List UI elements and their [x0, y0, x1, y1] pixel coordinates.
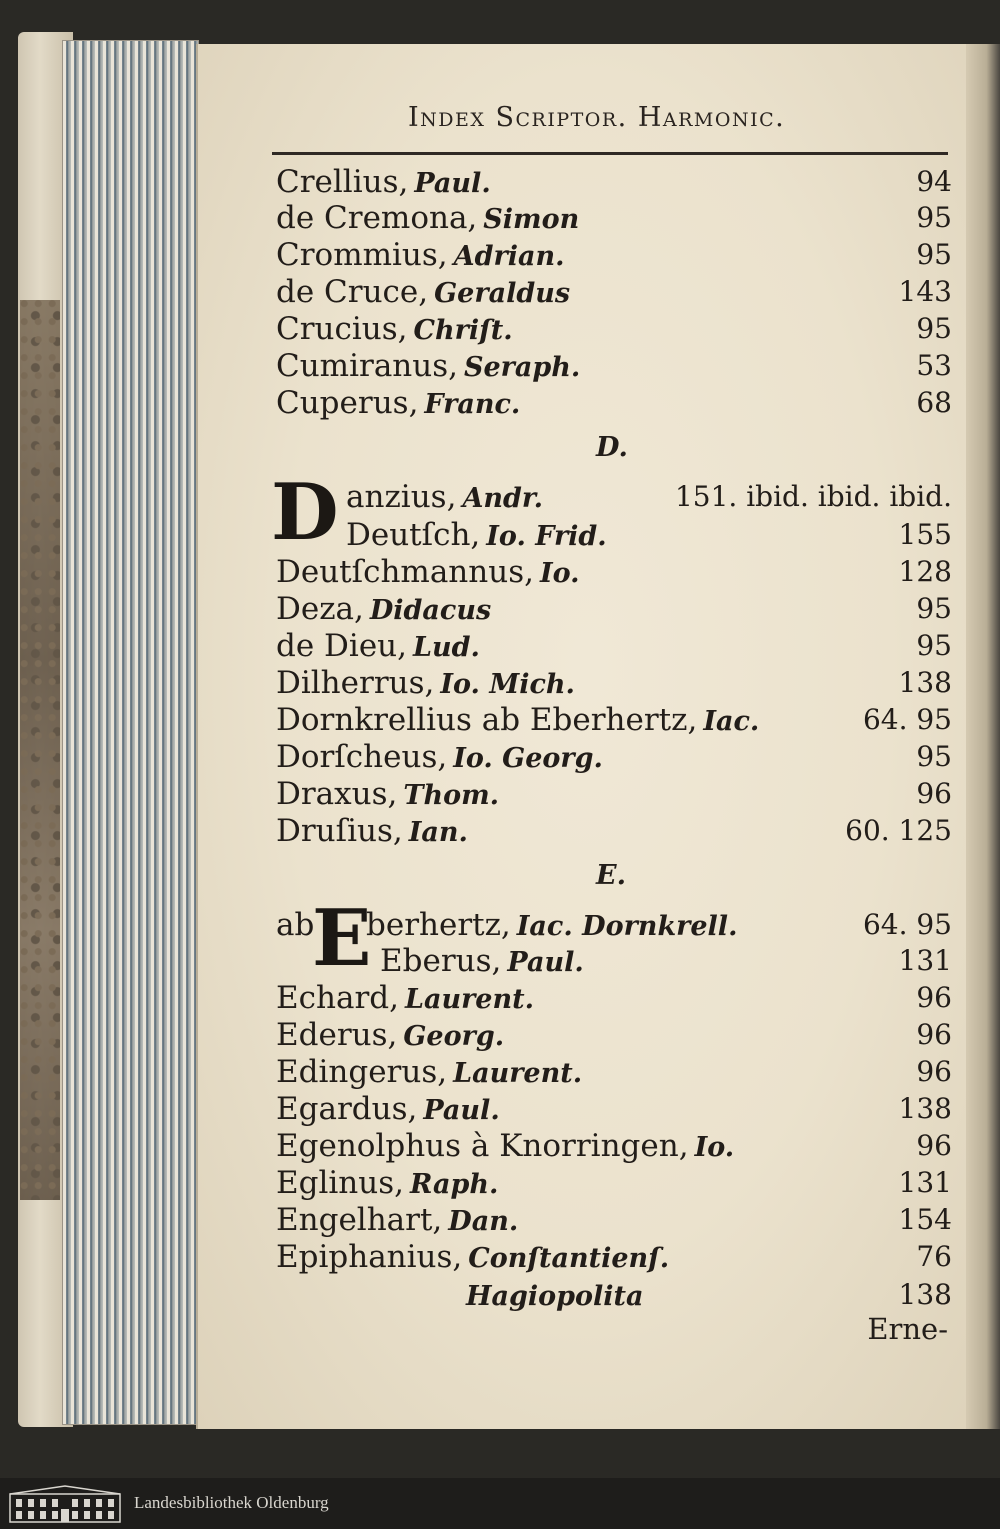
index-entry	[276, 979, 952, 1017]
entry-page: 131	[898, 944, 952, 977]
entry-given-name: Laurent.	[404, 984, 534, 1015]
entry-surname: berhertz,	[366, 907, 511, 943]
entry-surname: Dilherrus,	[276, 665, 435, 701]
index-entry	[276, 310, 952, 348]
index-entry	[276, 384, 952, 422]
index-entry	[276, 664, 952, 702]
entry-given-name: Paul.	[414, 168, 491, 199]
entry-surname: Epiphanius,	[276, 1239, 463, 1275]
entry-given-name: Paul.	[507, 947, 584, 978]
index-entry	[276, 1201, 952, 1239]
entry-surname: de Cruce,	[276, 274, 429, 310]
library-name: Landesbibliothek Oldenburg	[134, 1493, 329, 1512]
index-entry	[366, 906, 952, 944]
entry-given-name: Adrian.	[453, 241, 565, 272]
entry-page: 95	[916, 312, 952, 345]
entry-surname: de Cremona,	[276, 200, 478, 236]
entry-surname: de Dieu,	[276, 628, 407, 664]
entry-surname: Dorſcheus,	[276, 739, 448, 775]
entry-given-name: Io.	[694, 1132, 735, 1163]
index-entry	[276, 1238, 952, 1276]
entry-surname: Egardus,	[276, 1091, 418, 1127]
entry-page: 76	[916, 1240, 952, 1273]
index-entry	[460, 1276, 952, 1314]
index-entry	[276, 1127, 952, 1165]
index-entry	[276, 199, 952, 237]
entry-page: 96	[916, 777, 952, 810]
entry-page: 53	[916, 349, 952, 382]
index-entry	[276, 347, 952, 385]
entry-given-name: Io. Mich.	[440, 669, 575, 700]
index-entry	[346, 478, 952, 516]
entry-page: 138	[898, 1278, 952, 1311]
entry-surname: Deutſchmannus,	[276, 554, 534, 590]
entry-given-name: Io. Frid.	[486, 521, 607, 552]
entry-given-name: Laurent.	[453, 1058, 583, 1089]
entry-page: 94	[916, 165, 952, 198]
entry-surname: anzius,	[346, 479, 457, 515]
entry-surname: Crucius,	[276, 311, 408, 347]
index-entry	[276, 812, 952, 850]
entry-surname: Dornkrellius ab Eberhertz,	[276, 702, 698, 738]
section-heading-e: E.	[596, 860, 626, 891]
entry-surname: Draxus,	[276, 776, 398, 812]
index-entry	[276, 590, 952, 628]
entry-given-name: Iac. Dornkrell.	[516, 911, 738, 942]
entry-surname: Deza,	[276, 591, 364, 627]
entry-page: 138	[898, 1092, 952, 1125]
entry-page: 68	[916, 386, 952, 419]
entry-given-name: Didacus	[369, 595, 492, 626]
entry-surname: Deutſch,	[346, 517, 481, 553]
entry-given-name: Iac.	[703, 706, 760, 737]
index-entry	[276, 1090, 952, 1128]
entry-given-name: Conſtantienſ.	[468, 1243, 670, 1274]
index-entry	[276, 627, 952, 665]
entry-surname: Crellius,	[276, 164, 409, 200]
drop-capital-d: D	[271, 467, 339, 558]
entry-page: 155	[898, 518, 952, 551]
entry-page: 95	[916, 629, 952, 662]
index-entry	[276, 1016, 952, 1054]
entry-page: 95	[916, 740, 952, 773]
entry-surname: Egenolphus à Knorringen,	[276, 1128, 689, 1164]
index-entry	[276, 1053, 952, 1091]
entry-surname: Edingerus,	[276, 1054, 448, 1090]
drop-capital-e: E	[312, 893, 372, 984]
entry-page: 154	[898, 1203, 952, 1236]
entry-surname: Crommius,	[276, 237, 448, 273]
entry-surname: Cumiranus,	[276, 348, 458, 384]
entry-given-name: Simon	[483, 204, 580, 235]
entry-surname: Druſius,	[276, 813, 403, 849]
entry-page: 95	[916, 238, 952, 271]
index-entry	[380, 942, 952, 980]
entry-surname: Eberus,	[380, 943, 502, 979]
entry-surname: Ederus,	[276, 1017, 398, 1053]
entry-page: 64. 95	[862, 908, 952, 941]
entry-given-name: Paul.	[423, 1095, 500, 1126]
index-entry	[276, 701, 952, 739]
entry-given-name: Dan.	[448, 1206, 519, 1237]
entry-given-name: Franc.	[424, 389, 521, 420]
section-heading-d: D.	[596, 432, 628, 463]
index-entry	[276, 236, 952, 274]
entry-page: 96	[916, 981, 952, 1014]
entry-page: 64. 95	[862, 703, 952, 736]
entry-given-name: Lud.	[412, 632, 480, 663]
index-entry	[276, 738, 952, 776]
entry-surname: Cuperus,	[276, 385, 419, 421]
entry-given-name: Io. Georg.	[453, 743, 603, 774]
entry-given-name: Thom.	[403, 780, 500, 811]
entry-page: 60. 125	[845, 814, 952, 847]
entry-surname: Echard,	[276, 980, 399, 1016]
entry-given-name: Seraph.	[464, 352, 581, 383]
entry-page: 143	[898, 275, 952, 308]
library-building-icon	[8, 1484, 122, 1524]
entry-page: 128	[898, 555, 952, 588]
entry-page: 95	[916, 592, 952, 625]
entry-given-name: Hagiopolita	[466, 1281, 644, 1312]
entry-page: 131	[898, 1166, 952, 1199]
running-header: Index Scriptor. Harmonic.	[408, 102, 786, 133]
entry-given-name: Raph.	[410, 1169, 499, 1200]
entry-given-name: Io.	[539, 558, 580, 589]
entry-prefix-text: ab	[276, 907, 315, 943]
entry-page: 96	[916, 1129, 952, 1162]
entry-given-name: Ian.	[408, 817, 468, 848]
entry-surname: Engelhart,	[276, 1202, 443, 1238]
index-entry	[276, 775, 952, 813]
entry-surname: Eglinus,	[276, 1165, 404, 1201]
entry-page: 96	[916, 1055, 952, 1088]
entry-page: 96	[916, 1018, 952, 1051]
index-entry	[276, 163, 952, 201]
footer-bar	[0, 1478, 1000, 1529]
index-entry	[276, 1164, 952, 1202]
entry-given-name: Geraldus	[434, 278, 571, 309]
catchword: Erne-	[867, 1312, 948, 1346]
index-entry	[276, 553, 952, 591]
entry-page: 95	[916, 201, 952, 234]
index-entry	[276, 273, 952, 311]
entry-given-name: Chriſt.	[413, 315, 513, 346]
entry-page: 151. ibid. ibid. ibid.	[674, 480, 952, 513]
index-entry	[346, 516, 952, 554]
entry-given-name: Georg.	[403, 1021, 505, 1052]
entry-page: 138	[898, 666, 952, 699]
entry-given-name: Andr.	[462, 483, 544, 514]
